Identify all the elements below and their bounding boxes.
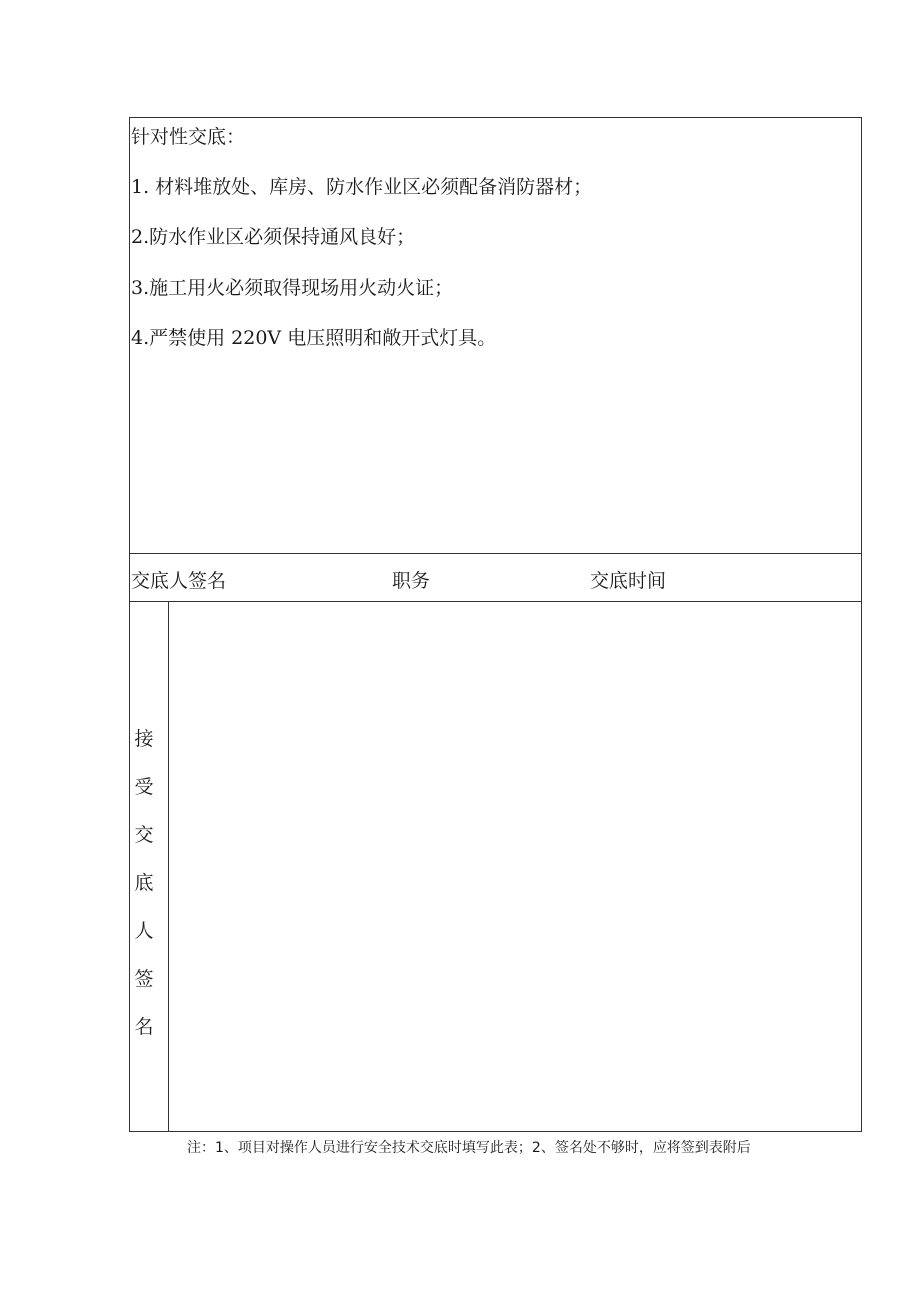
safety-briefing-form: [129, 117, 862, 1132]
position-label: 职务: [392, 570, 431, 592]
form-footnote: 注：1、项目对操作人员进行安全技术交底时填写此表；2、签名处不够时，应将签到表附后: [187, 1140, 751, 1156]
briefing-time-label: 交底时间: [590, 570, 667, 592]
receiver-signature-area: [130, 602, 861, 1131]
receiver-signature-label: 接受交底人签名: [134, 728, 154, 1038]
content-item-1: 1. 材料堆放处、库房、防水作业区必须配备消防器材；: [131, 176, 593, 198]
content-item-3: 3.施工用火必须取得现场用火动火证；: [131, 277, 454, 299]
presenter-signature-row: [130, 554, 861, 602]
receiver-label-column: [130, 602, 169, 1131]
content-title: 针对性交底：: [131, 126, 246, 148]
receiver-signature-space[interactable]: [169, 602, 861, 1131]
briefing-content-section: [130, 118, 861, 554]
content-item-2: 2.防水作业区必须保持通风良好；: [131, 226, 416, 248]
presenter-signature-label: 交底人签名: [131, 570, 227, 592]
content-item-4: 4.严禁使用 220V 电压照明和敞开式灯具。: [131, 327, 497, 349]
